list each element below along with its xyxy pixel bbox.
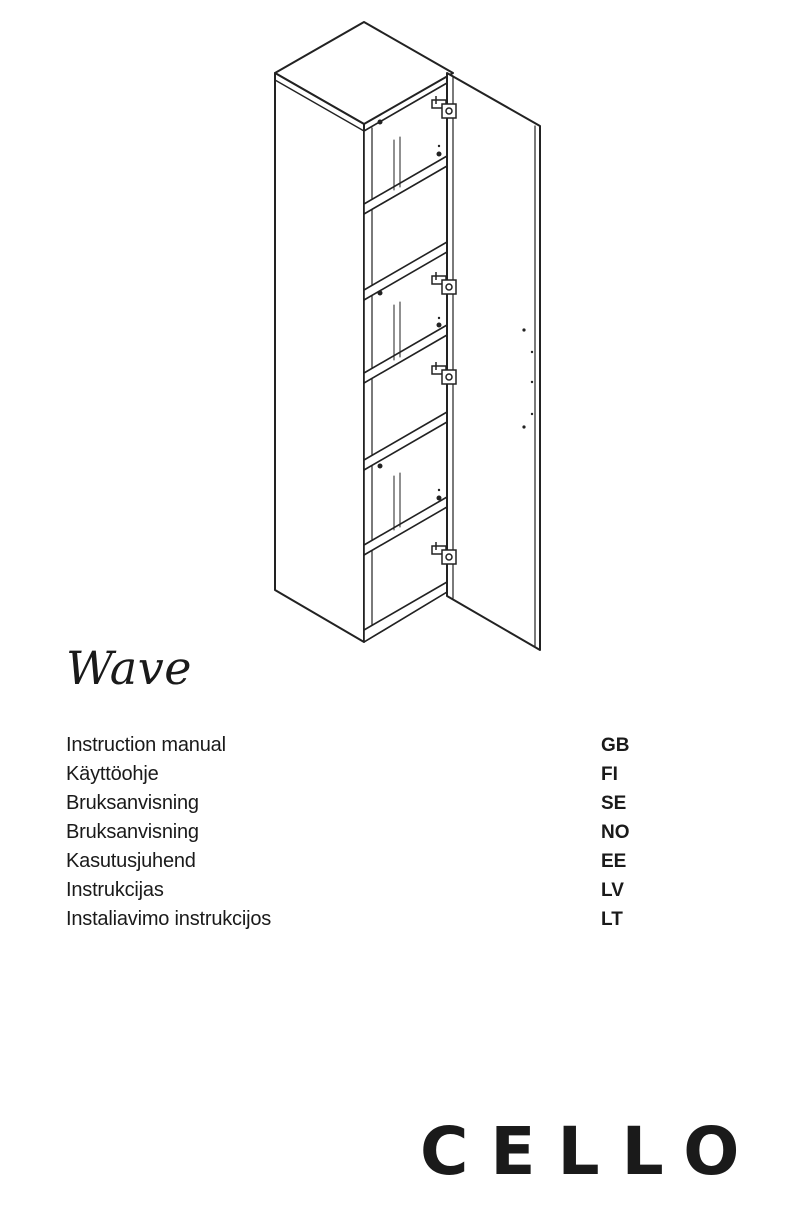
product-title: Wave [66,641,192,695]
language-label: Instrukcijas [66,879,164,901]
language-code: SE [601,793,627,814]
list-item [66,760,636,789]
language-label: Kasutusjuhend [66,850,196,872]
language-list [66,731,636,934]
language-code: NO [601,822,630,843]
language-code: LV [601,880,624,901]
cabinet-door [447,73,540,650]
language-label: Käyttöohje [66,763,159,785]
list-item [66,876,636,905]
language-label: Bruksanvisning [66,821,199,843]
language-label: Instruction manual [66,734,226,756]
cabinet-left-side [275,73,364,642]
language-code: FI [601,764,618,785]
list-item [66,818,636,847]
language-code: EE [601,851,627,872]
language-label: Instaliavimo instrukcijos [66,908,272,930]
list-item [66,789,636,818]
list-item [66,731,636,760]
language-code: GB [601,735,630,756]
list-item [66,847,636,876]
brand-logo: CELLO [420,1113,762,1190]
language-label: Bruksanvisning [66,792,199,814]
list-item [66,905,636,934]
language-code: LT [601,909,623,930]
